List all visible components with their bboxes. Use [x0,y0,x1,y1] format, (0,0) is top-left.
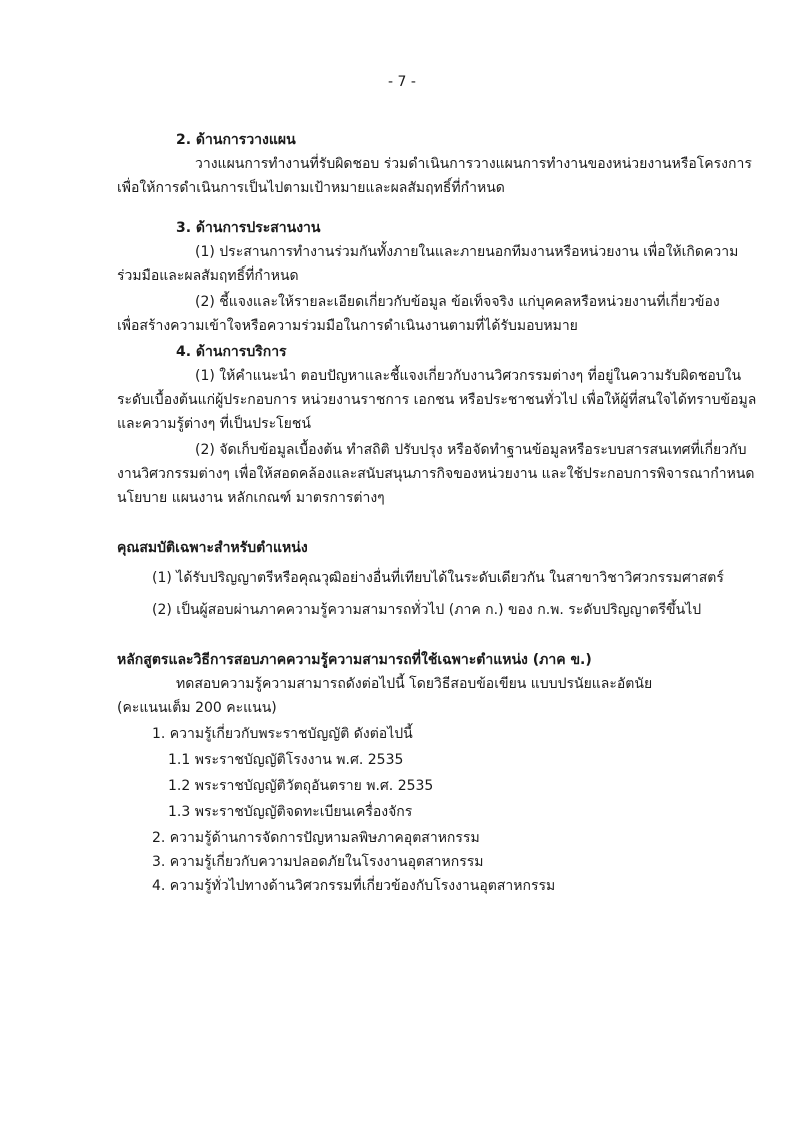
paragraph-line: (1) ให้คำแนะนำ ตอบปัญหาและชี้แจงเกี่ยวกับงานวิศวกรรมต่างๆ ที่อยู่ในความรับผิดชอบใน [195,368,742,384]
page-number: - 7 - [388,74,416,90]
qualifications-heading: คุณสมบัติเฉพาะสำหรับตำแหน่ง [117,540,308,556]
exam-item: 2. ความรู้ด้านการจัดการปัญหามลพิษภาคอุตสาหกรรม [152,830,480,846]
exam-score: (คะแนนเต็ม 200 คะแนน) [117,700,277,716]
paragraph-line: ร่วมมือและผลสัมฤทธิ์ที่กำหนด [117,268,299,284]
exam-item: 3. ความรู้เกี่ยวกับความปลอดภัยในโรงงานอุตสาหกรรม [152,854,484,870]
exam-item: 1. ความรู้เกี่ยวกับพระราชบัญญัติ ดังต่อไปนี้ [152,726,413,742]
section-3-heading: 3. ด้านการประสานงาน [176,220,321,236]
section-2-heading: 2. ด้านการวางแผน [176,132,296,148]
paragraph-line: และความรู้ต่างๆ ที่เป็นประโยชน์ [117,416,311,432]
paragraph-line: ระดับเบื้องต้นแก่ผู้ประกอบการ หน่วยงานราชการ เอกชน หรือประชาชนทั่วไป เพื่อให้ผู้ที่สนใจได้ทราบข้อมูล [117,392,757,408]
exam-item: 4. ความรู้ทั่วไปทางด้านวิศวกรรมที่เกี่ยวข้องกับโรงงานอุตสาหกรรม [152,878,556,894]
exam-subitem: 1.2 พระราชบัญญัติวัตถุอันตราย พ.ศ. 2535 [168,778,434,794]
paragraph-line: นโยบาย แผนงาน หลักเกณฑ์ มาตรการต่างๆ [117,490,385,506]
qualification-item: (1) ได้รับปริญญาตรีหรือคุณวุฒิอย่างอื่นที่เทียบได้ในระดับเดียวกัน ในสาขาวิชาวิศวกรรมศาสตร์ [152,570,724,586]
exam-heading: หลักสูตรและวิธีการสอบภาคความรู้ความสามารถที่ใช้เฉพาะตำแหน่ง (ภาค ข.) [117,652,592,668]
paragraph-line: วางแผนการทำงานที่รับผิดชอบ ร่วมดำเนินการวางแผนการทำงานของหน่วยงานหรือโครงการ [195,156,752,172]
paragraph-line: เพื่อสร้างความเข้าใจหรือความร่วมมือในการดำเนินงานตามที่ได้รับมอบหมาย [117,318,578,334]
qualification-item: (2) เป็นผู้สอบผ่านภาคความรู้ความสามารถทั่วไป (ภาค ก.) ของ ก.พ. ระดับปริญญาตรีขึ้นไป [152,602,702,618]
section-4-heading: 4. ด้านการบริการ [176,344,287,360]
paragraph-line: (2) จัดเก็บข้อมูลเบื้องต้น ทำสถิติ ปรับปรุง หรือจัดทำฐานข้อมูลหรือระบบสารสนเทศที่เกี่ยวกับ [195,442,747,458]
paragraph-line: งานวิศวกรรมต่างๆ เพื่อให้สอดคล้องและสนับสนุนภารกิจของหน่วยงาน และใช้ประกอบการพิจารณากำหนด [117,466,755,482]
paragraph-line: เพื่อให้การดำเนินการเป็นไปตามเป้าหมายและผลสัมฤทธิ์ที่กำหนด [117,180,505,196]
paragraph-line: (2) ชี้แจงและให้รายละเอียดเกี่ยวกับข้อมูล ข้อเท็จจริง แก่บุคคลหรือหน่วยงานที่เกี่ยวข้อง [195,294,720,310]
exam-subitem: 1.3 พระราชบัญญัติจดทะเบียนเครื่องจักร [168,804,413,820]
exam-subitem: 1.1 พระราชบัญญัติโรงงาน พ.ศ. 2535 [168,752,404,768]
paragraph-line: (1) ประสานการทำงานร่วมกันทั้งภายในและภายนอกทีมงานหรือหน่วยงาน เพื่อให้เกิดความ [195,244,739,260]
exam-intro: ทดสอบความรู้ความสามารถดังต่อไปนี้ โดยวิธีสอบข้อเขียน แบบปรนัยและอัตนัย [176,676,653,692]
